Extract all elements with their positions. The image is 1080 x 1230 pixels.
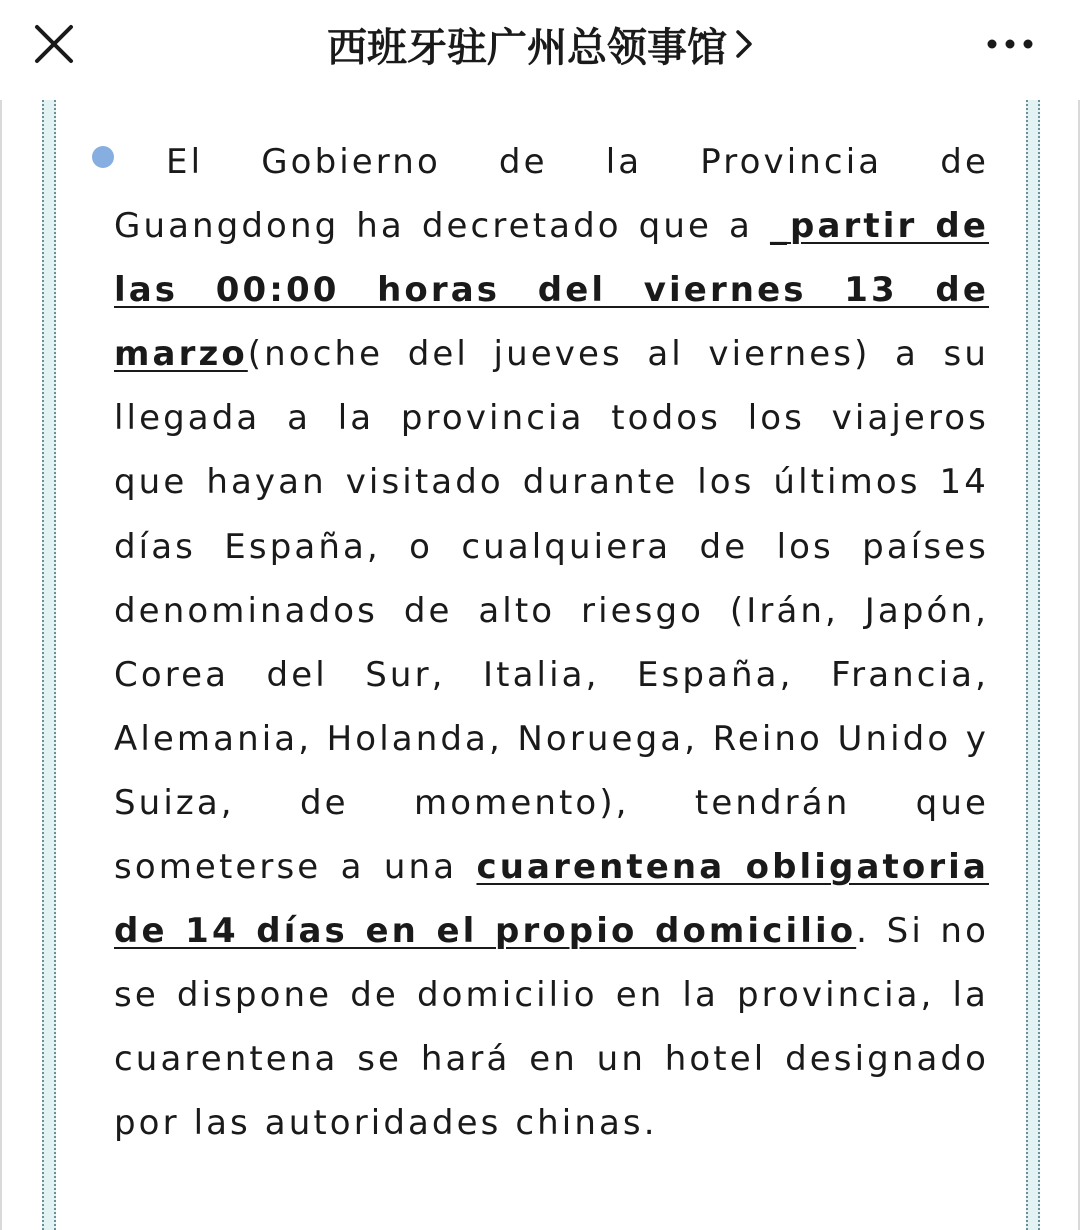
text-segment-intro: El Gobierno de la Provincia de Guangdong ha decretado que a	[114, 142, 989, 247]
left-edge-line	[0, 100, 2, 1230]
chevron-right-icon	[735, 29, 753, 59]
page-title: 西班牙驻广州总领事馆	[327, 24, 727, 71]
article-body	[114, 130, 989, 1156]
left-dotted-border	[42, 100, 56, 1230]
close-button[interactable]	[22, 12, 86, 76]
article-paragraph	[114, 130, 989, 1156]
text-segment-countries: (noche del jueves al viernes) a su llegada a la provincia todos los viajeros que hayan visitado durante los últimos 14 días España, o cualquiera de los países denominados de alto riesgo (Irán, Japón, Corea del Sur, Italia, España, Francia, Alemania, Holanda, Noruega, Reino Unido y Suiza, de momento), tendrán que someterse a una	[114, 334, 989, 888]
more-options-button[interactable]	[970, 12, 1050, 76]
right-dotted-border	[1026, 100, 1040, 1230]
text-segment-date-emphasis: _partir de las 00:00 horas del viernes 13 de marzo	[114, 206, 989, 375]
text-segment-closing: . Si no se dispone de domicilio en la provincia, la cuarentena se hará en un hotel designado por las autoridades chinas.	[114, 911, 989, 1144]
text-segment-quarantine-emphasis: cuarentena obligatoria de 14 días en el propio domicilio	[114, 847, 989, 952]
bullet-dot	[92, 146, 114, 168]
account-title-link[interactable]	[180, 0, 900, 88]
close-icon	[34, 24, 74, 64]
navigation-bar	[0, 0, 1080, 100]
more-options-icon	[986, 38, 1034, 50]
